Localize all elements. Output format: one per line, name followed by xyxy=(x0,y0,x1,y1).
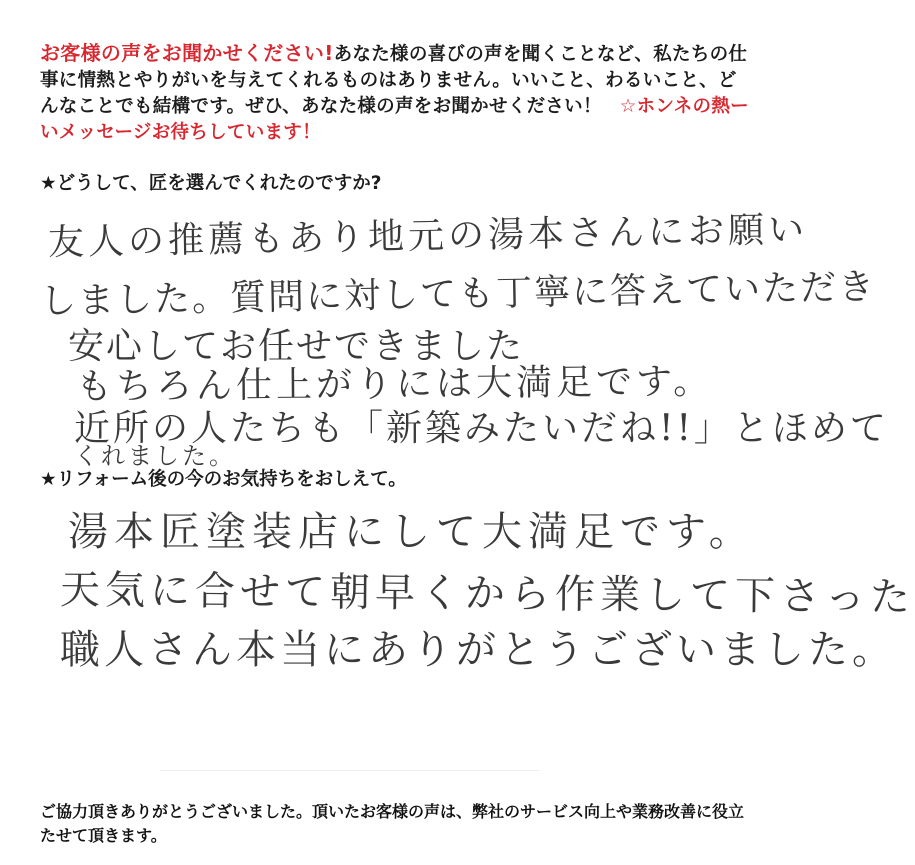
divider xyxy=(160,770,540,771)
answer-line: 近所の人たちも「新築みたいだね!!」とほめて xyxy=(74,408,889,449)
answer-line: くれました。 xyxy=(74,442,236,470)
intro-call-to-action: ☆ホンネの熱ーいメッセージお待ちしています！ xyxy=(40,96,749,143)
intro-text xyxy=(40,40,755,146)
answer-line: しました。質問に対しても丁寧に答えていただき xyxy=(39,266,877,323)
question-reason: ★どうして、匠を選んでくれたのですか? xyxy=(40,173,382,194)
answer-line: 職人さん本当にありがとうございました。 xyxy=(60,627,896,673)
answer-line: 安心してお任せできました xyxy=(68,326,525,367)
answer-line: 友人の推薦もあり地元の湯本さんにお願い xyxy=(47,209,809,264)
intro-lead: お客様の声をお聞かせください! xyxy=(40,41,334,65)
answer-line: もちろん仕上がりには大満足です。 xyxy=(75,361,714,408)
handwritten-answer-feelings xyxy=(59,500,915,680)
answer-line: 天気に合せて朝早くから作業して下さった xyxy=(59,567,915,621)
answer-line: 湯本匠塗装店にして大満足です。 xyxy=(68,509,755,555)
intro-body: あなた様の喜びの声を聞くことなど、私たちの仕事に情熱とやりがいを与えてくれるものはありません。いいこと、わるいこと、どんなことでも結構です。ぜひ、あなた様の声をお聞かせください！ xyxy=(40,44,748,117)
handwritten-answer-reason xyxy=(39,200,889,470)
thank-you-note: ご協力頂きありがとうございました。頂いたお客様の声は、弊社のサービス向上や業務改善に役立たせて頂きます。 xyxy=(40,802,745,845)
question-feelings: ★リフォーム後の今のお気持ちをおしえて。 xyxy=(40,469,407,490)
